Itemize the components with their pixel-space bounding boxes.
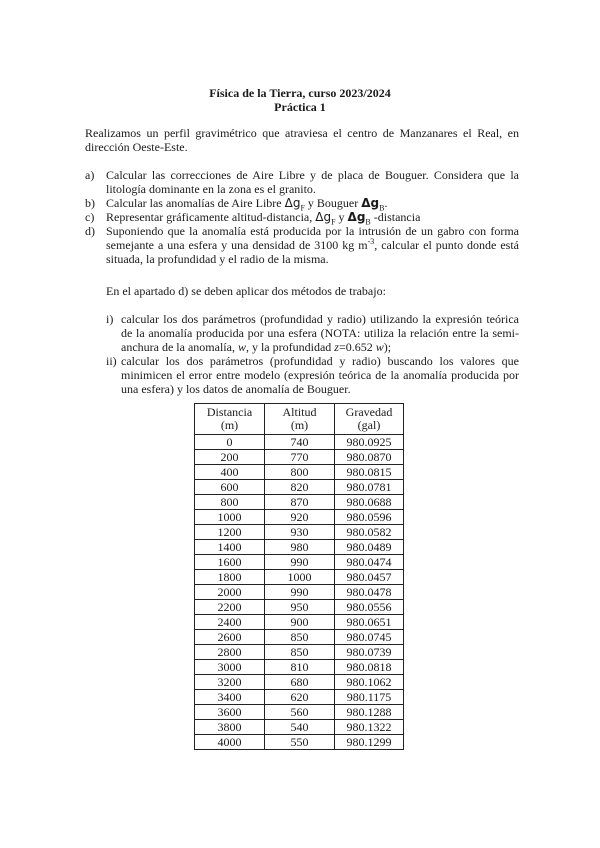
cell-distance: 2000: [195, 585, 265, 600]
cell-gravity: 980.0478: [335, 585, 404, 600]
column-header-distance: Distancia (m): [195, 404, 265, 435]
task-item-a: [85, 168, 519, 196]
task-marker: b): [85, 196, 95, 210]
column-header-gravity: Gravedad (gal): [335, 404, 404, 435]
cell-distance: 3000: [195, 660, 265, 675]
table-row: [195, 570, 404, 585]
cell-gravity: 980.0596: [335, 510, 404, 525]
cell-gravity: 980.0489: [335, 540, 404, 555]
cell-distance: 800: [195, 495, 265, 510]
table-row: [195, 555, 404, 570]
cell-distance: 3200: [195, 675, 265, 690]
cell-gravity: 980.0688: [335, 495, 404, 510]
cell-distance: 400: [195, 465, 265, 480]
task-text-end: -distancia: [370, 210, 421, 224]
subscript-b: B: [379, 203, 385, 213]
task-text: Calcular las correcciones de Aire Libre y de placa de Bouguer. Considera que la litología dominante en la zona es el granito.: [106, 168, 519, 196]
cell-altitude: 770: [265, 450, 335, 465]
intro-paragraph: Realizamos un perfil gravimétrico que atraviesa el centro de Manzanares el Real, en dirección Oeste-Este.: [85, 126, 519, 154]
table-row: [195, 720, 404, 735]
cell-gravity: 980.0651: [335, 615, 404, 630]
task-text-start: Suponiendo que la anomalía está producida por la intrusión de un gabro con forma semejante a una esfera y una densidad de 3100 kg m: [106, 224, 519, 252]
column-header-altitude: Altitud (m): [265, 404, 335, 435]
cell-altitude: 920: [265, 510, 335, 525]
subscript-b: B: [365, 217, 371, 227]
cell-distance: 3600: [195, 705, 265, 720]
task-marker: c): [85, 210, 95, 224]
method-item-ii: [106, 354, 519, 396]
cell-altitude: 740: [265, 435, 335, 450]
table-row: [195, 615, 404, 630]
task-text-middle: y Bouguer: [304, 196, 362, 210]
task-text-start: Calcular las anomalías de Aire Libre: [106, 196, 285, 210]
cell-distance: 3800: [195, 720, 265, 735]
cell-altitude: 980: [265, 540, 335, 555]
cell-altitude: 560: [265, 705, 335, 720]
table-row: [195, 480, 404, 495]
delta-g-symbol: Δg: [361, 196, 380, 210]
task-text-middle: y: [335, 210, 348, 224]
table-row: [195, 660, 404, 675]
cell-distance: 0: [195, 435, 265, 450]
cell-gravity: 980.0739: [335, 645, 404, 660]
practice-title: Práctica 1: [274, 100, 326, 114]
cell-altitude: 540: [265, 720, 335, 735]
method-marker: i): [106, 312, 114, 326]
variable-z: z: [334, 340, 339, 354]
cell-distance: 2400: [195, 615, 265, 630]
method-item-i: [106, 312, 519, 354]
cell-distance: 1800: [195, 570, 265, 585]
cell-gravity: 980.0870: [335, 450, 404, 465]
cell-distance: 200: [195, 450, 265, 465]
task-item-c: [85, 210, 519, 227]
table-row: [195, 600, 404, 615]
cell-distance: 2800: [195, 645, 265, 660]
table-row: [195, 435, 404, 450]
cell-distance: 1000: [195, 510, 265, 525]
cell-gravity: 980.0556: [335, 600, 404, 615]
variable-w: w: [375, 340, 384, 354]
task-item-b: [85, 196, 519, 213]
data-table: [194, 403, 404, 750]
method-text-start: calcular los dos parámetros (profundidad y radio) utilizando la expresión teórica de la anomalía producida por una esfera (NOTA: utiliza la relación entre la semi-anchura de la anomalía,: [121, 312, 519, 354]
task-marker: d): [85, 224, 95, 238]
delta-g-symbol: Δg: [315, 210, 332, 224]
methods-intro: En el apartado d) se deben aplicar dos métodos de trabajo:: [106, 284, 386, 298]
task-marker: a): [85, 168, 95, 182]
table-body: [195, 435, 404, 750]
table-row: [195, 465, 404, 480]
task-list: [85, 168, 519, 266]
table-row: [195, 585, 404, 600]
cell-distance: 1600: [195, 555, 265, 570]
cell-altitude: 820: [265, 480, 335, 495]
table-header-row: [195, 404, 404, 435]
table-row: [195, 675, 404, 690]
cell-gravity: 980.0457: [335, 570, 404, 585]
cell-altitude: 990: [265, 585, 335, 600]
cell-gravity: 980.1288: [335, 705, 404, 720]
formula-text: =0.652: [338, 340, 376, 354]
cell-altitude: 990: [265, 555, 335, 570]
cell-distance: 1400: [195, 540, 265, 555]
subscript-f: F: [300, 203, 305, 213]
cell-distance: 1200: [195, 525, 265, 540]
cell-gravity: 980.0781: [335, 480, 404, 495]
cell-gravity: 980.0582: [335, 525, 404, 540]
table-row: [195, 735, 404, 750]
cell-altitude: 950: [265, 600, 335, 615]
cell-altitude: 870: [265, 495, 335, 510]
task-text-end: .: [384, 196, 388, 210]
methods-list: [106, 312, 519, 396]
table-row: [195, 705, 404, 720]
table-row: [195, 630, 404, 645]
course-title: Física de la Tierra, curso 2023/2024: [209, 86, 391, 100]
cell-distance: 600: [195, 480, 265, 495]
table-row: [195, 450, 404, 465]
cell-gravity: 980.1322: [335, 720, 404, 735]
cell-altitude: 1000: [265, 570, 335, 585]
table-row: [195, 540, 404, 555]
document-title: [0, 86, 600, 114]
cell-altitude: 850: [265, 630, 335, 645]
method-text: calcular los dos parámetros (profundidad y radio) buscando los valores que minimicen el error entre modelo (expresión teórica de la anomalía producida por una esfera) y los datos de anomalía de Bouguer.: [121, 354, 519, 396]
delta-g-symbol: Δg: [284, 196, 301, 210]
cell-distance: 4000: [195, 735, 265, 750]
table-row: [195, 645, 404, 660]
table-row: [195, 495, 404, 510]
cell-gravity: 980.1299: [335, 735, 404, 750]
cell-distance: 2600: [195, 630, 265, 645]
table-row: [195, 690, 404, 705]
cell-altitude: 930: [265, 525, 335, 540]
cell-distance: 3400: [195, 690, 265, 705]
task-item-d: [85, 224, 519, 266]
task-text-end: , calcular el punto donde está situada, la profundidad y el radio de la misma.: [106, 238, 519, 266]
cell-gravity: 980.0745: [335, 630, 404, 645]
method-text-end: );: [383, 340, 392, 354]
cell-altitude: 850: [265, 645, 335, 660]
cell-gravity: 980.0474: [335, 555, 404, 570]
cell-gravity: 980.0815: [335, 465, 404, 480]
cell-altitude: 680: [265, 675, 335, 690]
variable-w: w: [237, 340, 246, 354]
subscript-f: F: [331, 217, 336, 227]
cell-gravity: 980.1175: [335, 690, 404, 705]
cell-gravity: 980.0925: [335, 435, 404, 450]
task-text-start: Representar gráficamente altitud-distancia,: [106, 210, 316, 224]
delta-g-symbol: Δg: [347, 210, 366, 224]
cell-altitude: 550: [265, 735, 335, 750]
cell-altitude: 800: [265, 465, 335, 480]
table-row: [195, 510, 404, 525]
cell-gravity: 980.0818: [335, 660, 404, 675]
cell-gravity: 980.1062: [335, 675, 404, 690]
cell-altitude: 620: [265, 690, 335, 705]
exponent: -3: [367, 237, 375, 246]
cell-altitude: 810: [265, 660, 335, 675]
table-row: [195, 525, 404, 540]
cell-altitude: 900: [265, 615, 335, 630]
method-marker: ii): [106, 354, 117, 368]
method-text-middle: , y la profundidad: [245, 340, 335, 354]
cell-distance: 2200: [195, 600, 265, 615]
